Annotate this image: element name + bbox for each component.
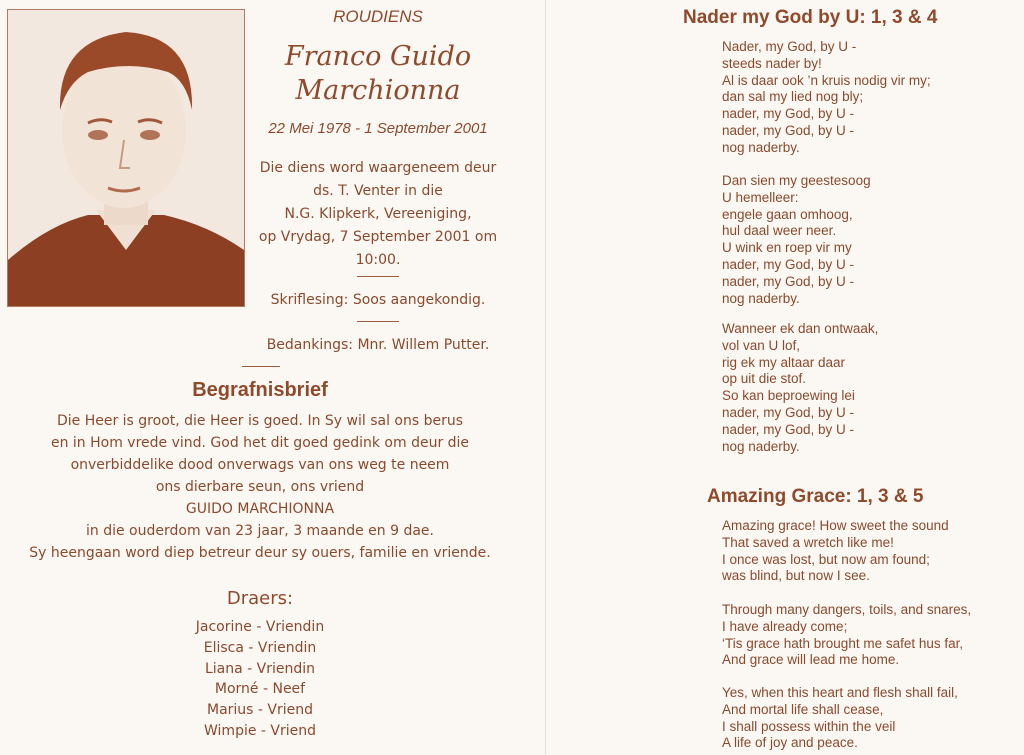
service-line: 10:00.: [355, 252, 401, 268]
letter-title: Begrafnisbrief: [192, 379, 328, 401]
portrait-illustration: [8, 10, 244, 306]
acknowledgements: Bedankings: Mnr. Willem Putter.: [266, 337, 490, 353]
hymn-line: op uit die stof.: [722, 371, 807, 387]
ornament-divider: [357, 276, 399, 277]
name-line-2: Marchionna: [295, 75, 461, 106]
service-line: N.G. Klipkerk, Vereeniging,: [284, 206, 472, 222]
hymn-line: Dan sien my geestesoog: [722, 173, 871, 188]
hymn-line: Nader, my God, by U -: [722, 39, 857, 54]
hymn-line: nader, my God, by U -: [722, 106, 855, 122]
page-fold: [545, 0, 546, 755]
letter-line: ons dierbare seun, ons vriend: [155, 479, 365, 495]
hymn-line: That saved a wretch like me!: [722, 534, 894, 550]
hymn-line: Yes, when this heart and flesh shall fail,: [722, 685, 958, 700]
hymn2-title: Amazing Grace: 1, 3 & 5: [707, 486, 924, 507]
hymn2-stanza-2: [722, 602, 971, 669]
bearer-item: Elisca - Vriendin: [203, 639, 317, 656]
hymn-line: nader, my God, by U -: [722, 273, 855, 289]
hymn-line: nader, my God, by U -: [722, 256, 855, 272]
hymn1-title: Nader my God by U: 1, 3 & 4: [683, 7, 938, 28]
hymn-line: vol van U lof,: [722, 337, 801, 353]
ornament-divider: [357, 321, 399, 322]
hymn-line: And grace will lead me home.: [722, 652, 900, 668]
letter-line: GUIDO MARCHIONNA: [185, 501, 335, 517]
bearer-item: Morné - Neef: [214, 681, 306, 698]
service-line: op Vrydag, 7 September 2001 om: [258, 229, 498, 245]
hymn-line: I once was lost, but now am found;: [722, 551, 930, 567]
hymn-line: was blind, but now I see.: [722, 568, 870, 584]
portrait-photo: [7, 9, 245, 307]
hymn-line: rig ek my altaar daar: [722, 354, 846, 370]
hymn-line: hul daal weer neer.: [722, 223, 837, 239]
letter-line: Die Heer is groot, die Heer is goed. In Sy wil sal ons berus: [56, 413, 464, 429]
hymn-line: dan sal my lied nog bly;: [722, 89, 864, 105]
bearer-item: Marius - Vriend: [206, 702, 314, 719]
hymn-line: steeds nader by!: [722, 55, 822, 71]
scripture-reading: Skriflesing: Soos aangekondig.: [270, 292, 486, 308]
letter-line: en in Hom vrede vind. God het dit goed gedink om deur die: [50, 435, 470, 451]
letter-line: onverbiddelike dood onverwags van ons weg te neem: [70, 457, 450, 473]
bearer-item: Jacorine - Vriendin: [195, 619, 325, 635]
hymn-line: ‘Tis grace hath brought me safet hus far,: [722, 635, 964, 651]
hymn-line: nog naderby.: [722, 139, 800, 155]
heading-roudiens: ROUDIENS: [333, 7, 423, 26]
service-details: [240, 157, 516, 272]
hymn-line: I have already come;: [722, 618, 848, 634]
hymn-line: nog naderby.: [722, 438, 800, 454]
hymn-line: engele gaan omhoog,: [722, 206, 853, 222]
hymn-line: nog naderby.: [722, 290, 800, 306]
bearers-list: [0, 617, 520, 742]
deceased-name: [250, 40, 506, 108]
hymn-line: U wink en roep vir my: [722, 240, 852, 256]
hymn1-stanza-2: [722, 173, 871, 307]
service-line: Die diens word waargeneem deur: [259, 160, 497, 176]
hymn1-stanza-1: [722, 39, 931, 157]
name-line-1: Franco Guido: [284, 41, 472, 72]
bearer-item: Wimpie - Vriend: [204, 722, 316, 739]
ornament-divider: [242, 366, 280, 367]
funeral-letter: [0, 410, 520, 564]
bearers-title: Draers:: [226, 588, 294, 609]
hymn-line: Wanneer ek dan ontwaak,: [722, 321, 879, 336]
hymn-line: A life of joy and peace.: [722, 735, 858, 751]
hymn-line: Amazing grace! How sweet the sound: [722, 518, 949, 533]
hymn-line: So kan beproewing lei: [722, 388, 855, 404]
hymn-line: U hemelleer:: [722, 189, 799, 205]
hymn-line: And mortal life shall cease,: [722, 701, 884, 717]
life-dates: 22 Mei 1978 - 1 September 2001: [268, 120, 488, 137]
hymn-line: nader, my God, by U -: [722, 421, 855, 437]
letter-line: in die ouderdom van 23 jaar, 3 maande en 9 dae.: [86, 523, 434, 539]
letter-line: Sy heengaan word diep betreur deur sy ouers, familie en vriende.: [29, 545, 491, 561]
hymn2-stanza-3: [722, 685, 958, 752]
hymn-line: nader, my God, by U -: [722, 404, 855, 420]
hymn-line: nader, my God, by U -: [722, 122, 855, 138]
hymn-line: Al is daar ook ’n kruis nodig vir my;: [722, 72, 931, 88]
hymn1-stanza-3: [722, 321, 878, 455]
hymn-line: I shall possess within the veil: [722, 718, 896, 734]
hymn2-stanza-1: [722, 518, 949, 585]
service-line: ds. T. Venter in die: [313, 183, 443, 199]
bearer-item: Liana - Vriendin: [204, 660, 316, 677]
hymn-line: Through many dangers, toils, and snares,: [722, 602, 972, 617]
